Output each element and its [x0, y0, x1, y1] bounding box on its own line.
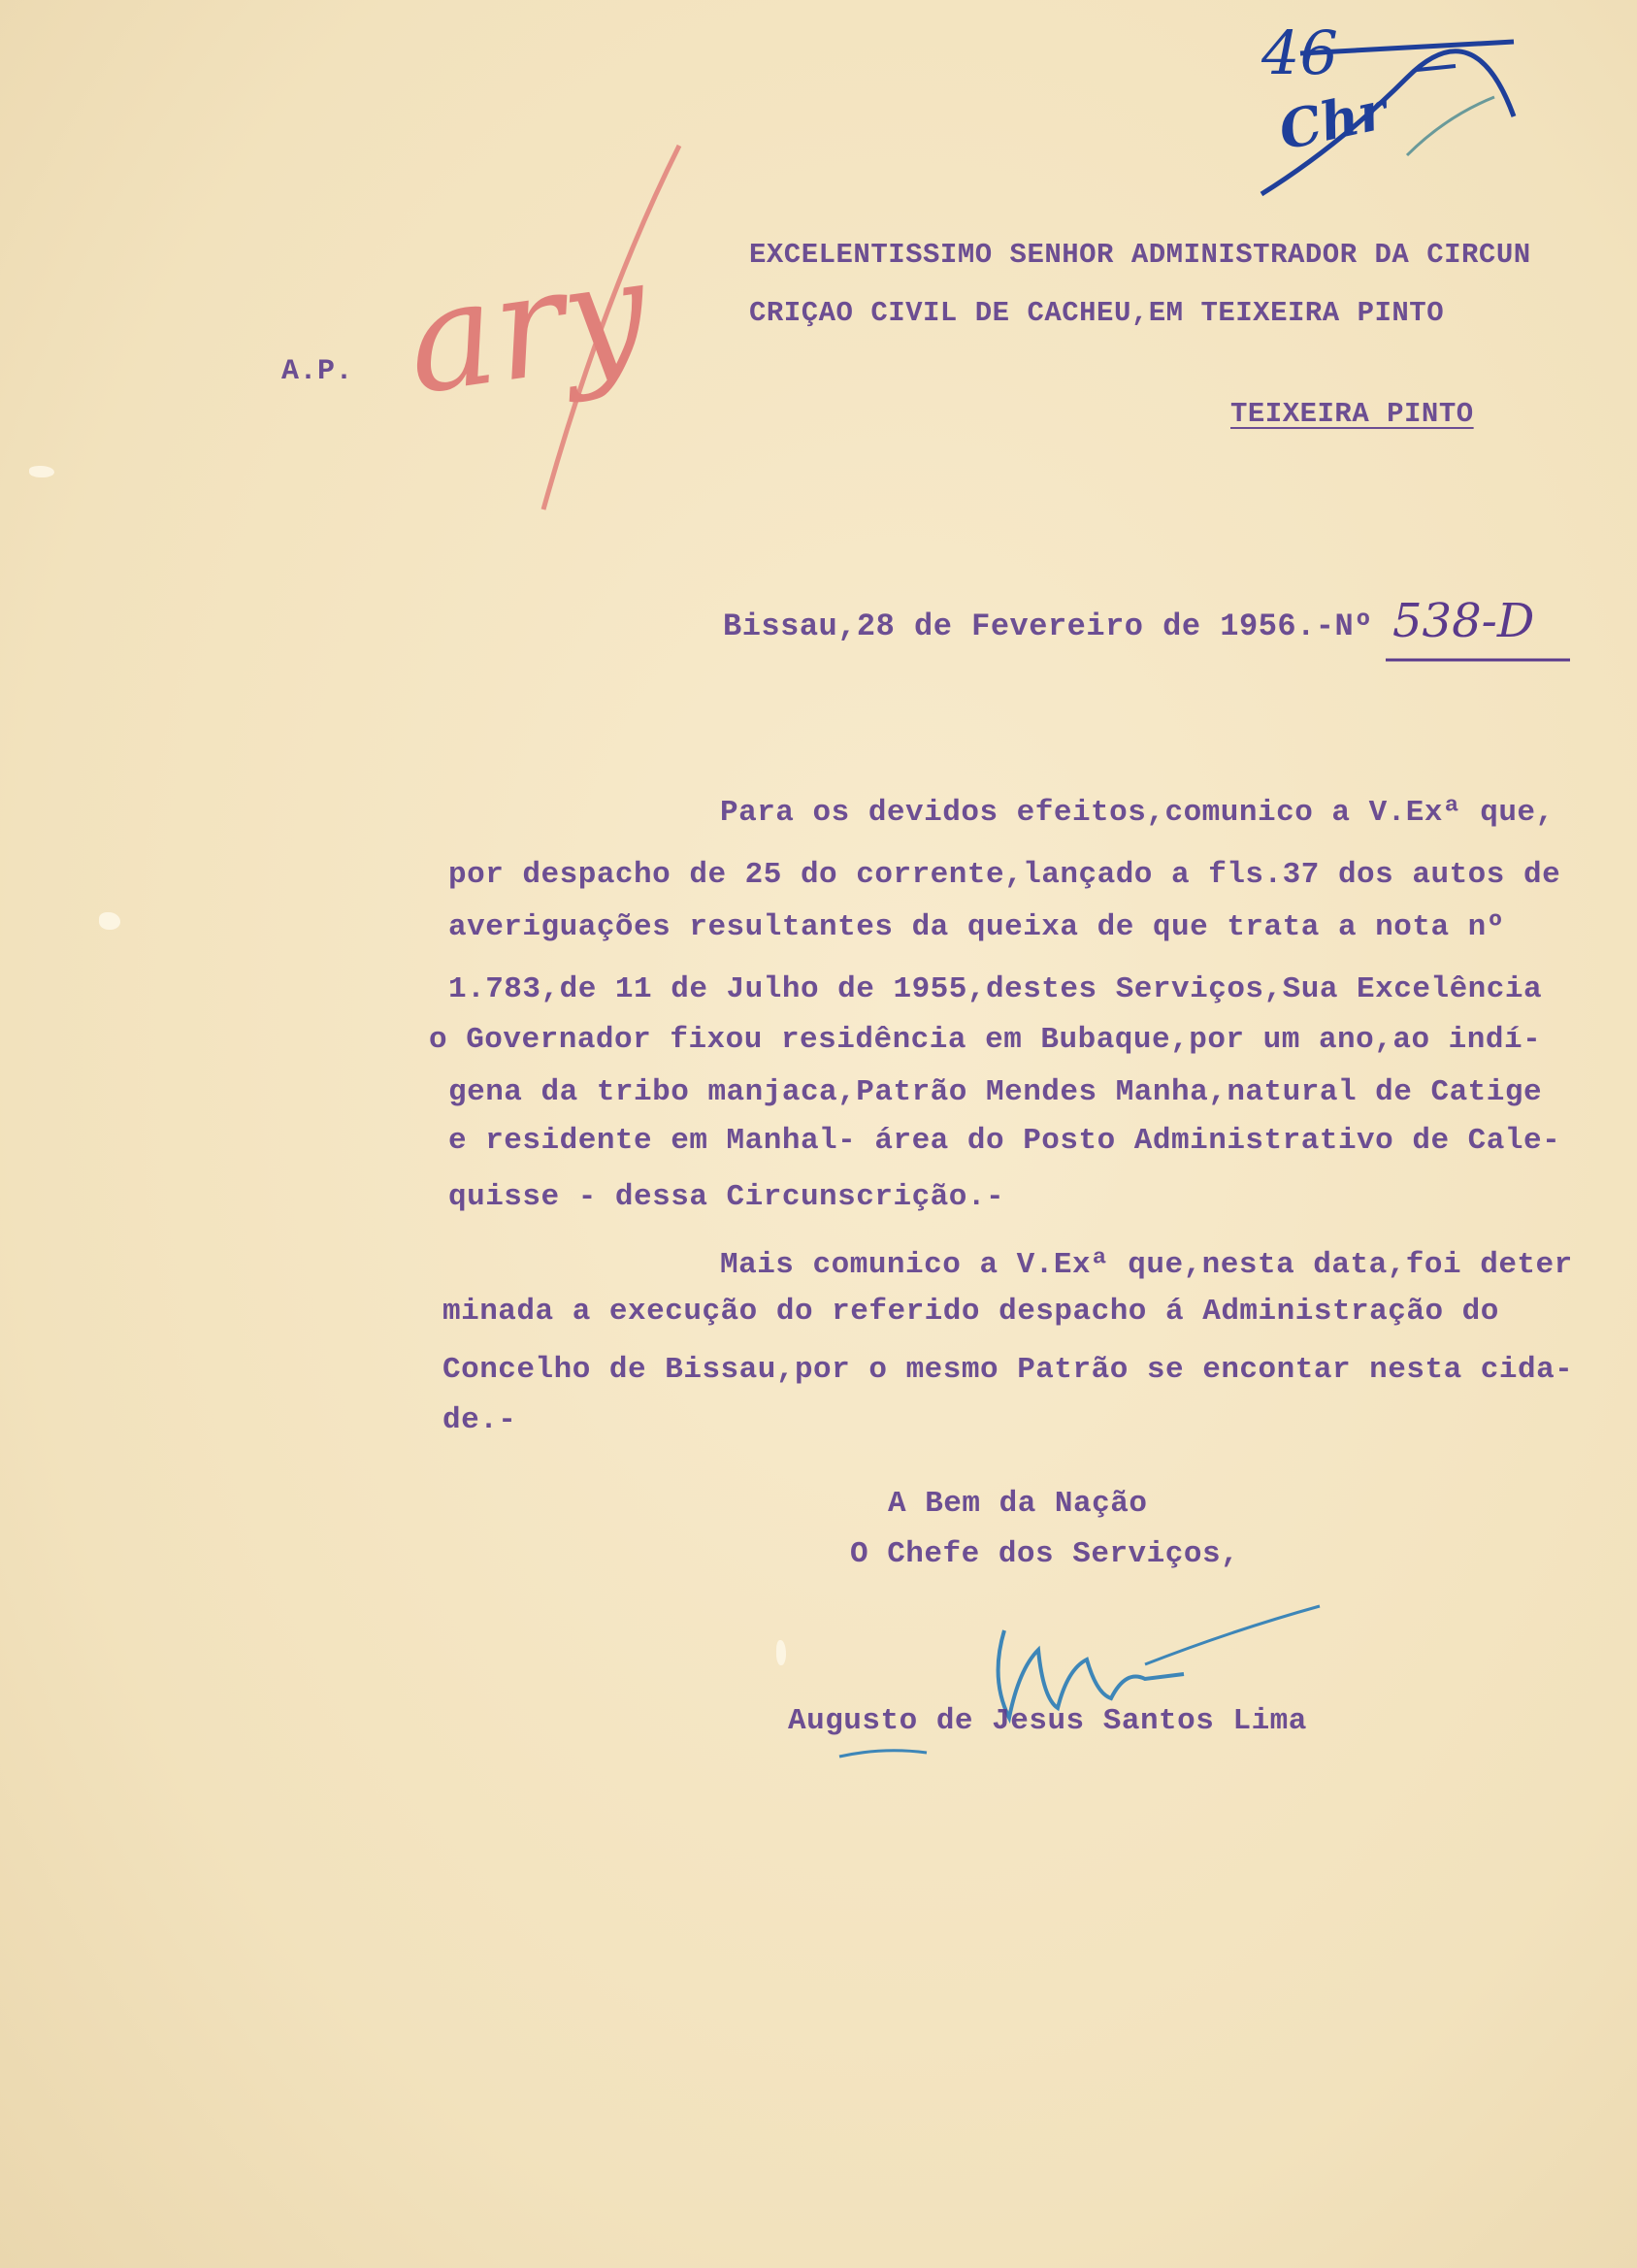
body-line: por despacho de 25 do corrente,lançado a fls.37 dos autos de	[448, 858, 1561, 892]
body-line: Concelho de Bissau,por o mesmo Patrão se encontar nesta cida-	[442, 1353, 1574, 1387]
paper-tear-mark	[29, 466, 54, 477]
signature-underline	[835, 1743, 951, 1762]
dispatch-number-underline	[1386, 656, 1580, 666]
closing-salutation: A Bem da Nação	[888, 1487, 1148, 1521]
folio-strike-lines	[1223, 10, 1553, 223]
closing-title: O Chefe dos Serviços,	[850, 1537, 1240, 1571]
folio-number: 46	[1261, 17, 1338, 88]
body-line: e residente em Manhal- área do Posto Administrativo de Cale-	[448, 1124, 1561, 1158]
paper-tear-mark	[99, 912, 120, 930]
red-pencil-stroke	[485, 126, 776, 514]
body-line: averiguações resultantes da queixa de que trata a nota nº	[448, 910, 1505, 944]
body-line: minada a execução do referido despacho á Administração do	[442, 1295, 1499, 1329]
body-line: 1.783,de 11 de Julho de 1955,destes Serviços,Sua Excelência	[448, 972, 1543, 1006]
dateline: Bissau,28 de Fevereiro de 1956.-Nº	[723, 608, 1373, 644]
addressee-line-2: CRIÇAO CIVIL DE CACHEU,EM TEIXEIRA PINTO	[749, 297, 1445, 329]
dispatch-number: 538-D	[1392, 594, 1535, 648]
body-line: Mais comunico a V.Exª que,nesta data,foi deter	[720, 1248, 1573, 1282]
body-line: o Governador fixou residência em Bubaque,por um ano,ao indí-	[429, 1023, 1542, 1057]
addressee-location: TEIXEIRA PINTO	[1230, 398, 1474, 430]
margin-reference: A.P.	[281, 355, 354, 388]
paper-tear-mark	[776, 1640, 786, 1665]
red-pencil-initials: ary	[397, 226, 657, 428]
body-line: gena da tribo manjaca,Patrão Mendes Manha,natural de Catige	[448, 1075, 1543, 1109]
archive-initials: Chr	[1273, 79, 1392, 162]
signatory-name: Augusto de Jesus Santos Lima	[788, 1704, 1307, 1738]
addressee-line-1: EXCELENTISSIMO SENHOR ADMINISTRADOR DA CIRCUN	[749, 239, 1531, 271]
body-line: quisse - dessa Circunscrição.-	[448, 1180, 1005, 1214]
body-line: de.-	[442, 1403, 517, 1437]
body-line: Para os devidos efeitos,comunico a V.Exª que,	[720, 796, 1555, 830]
